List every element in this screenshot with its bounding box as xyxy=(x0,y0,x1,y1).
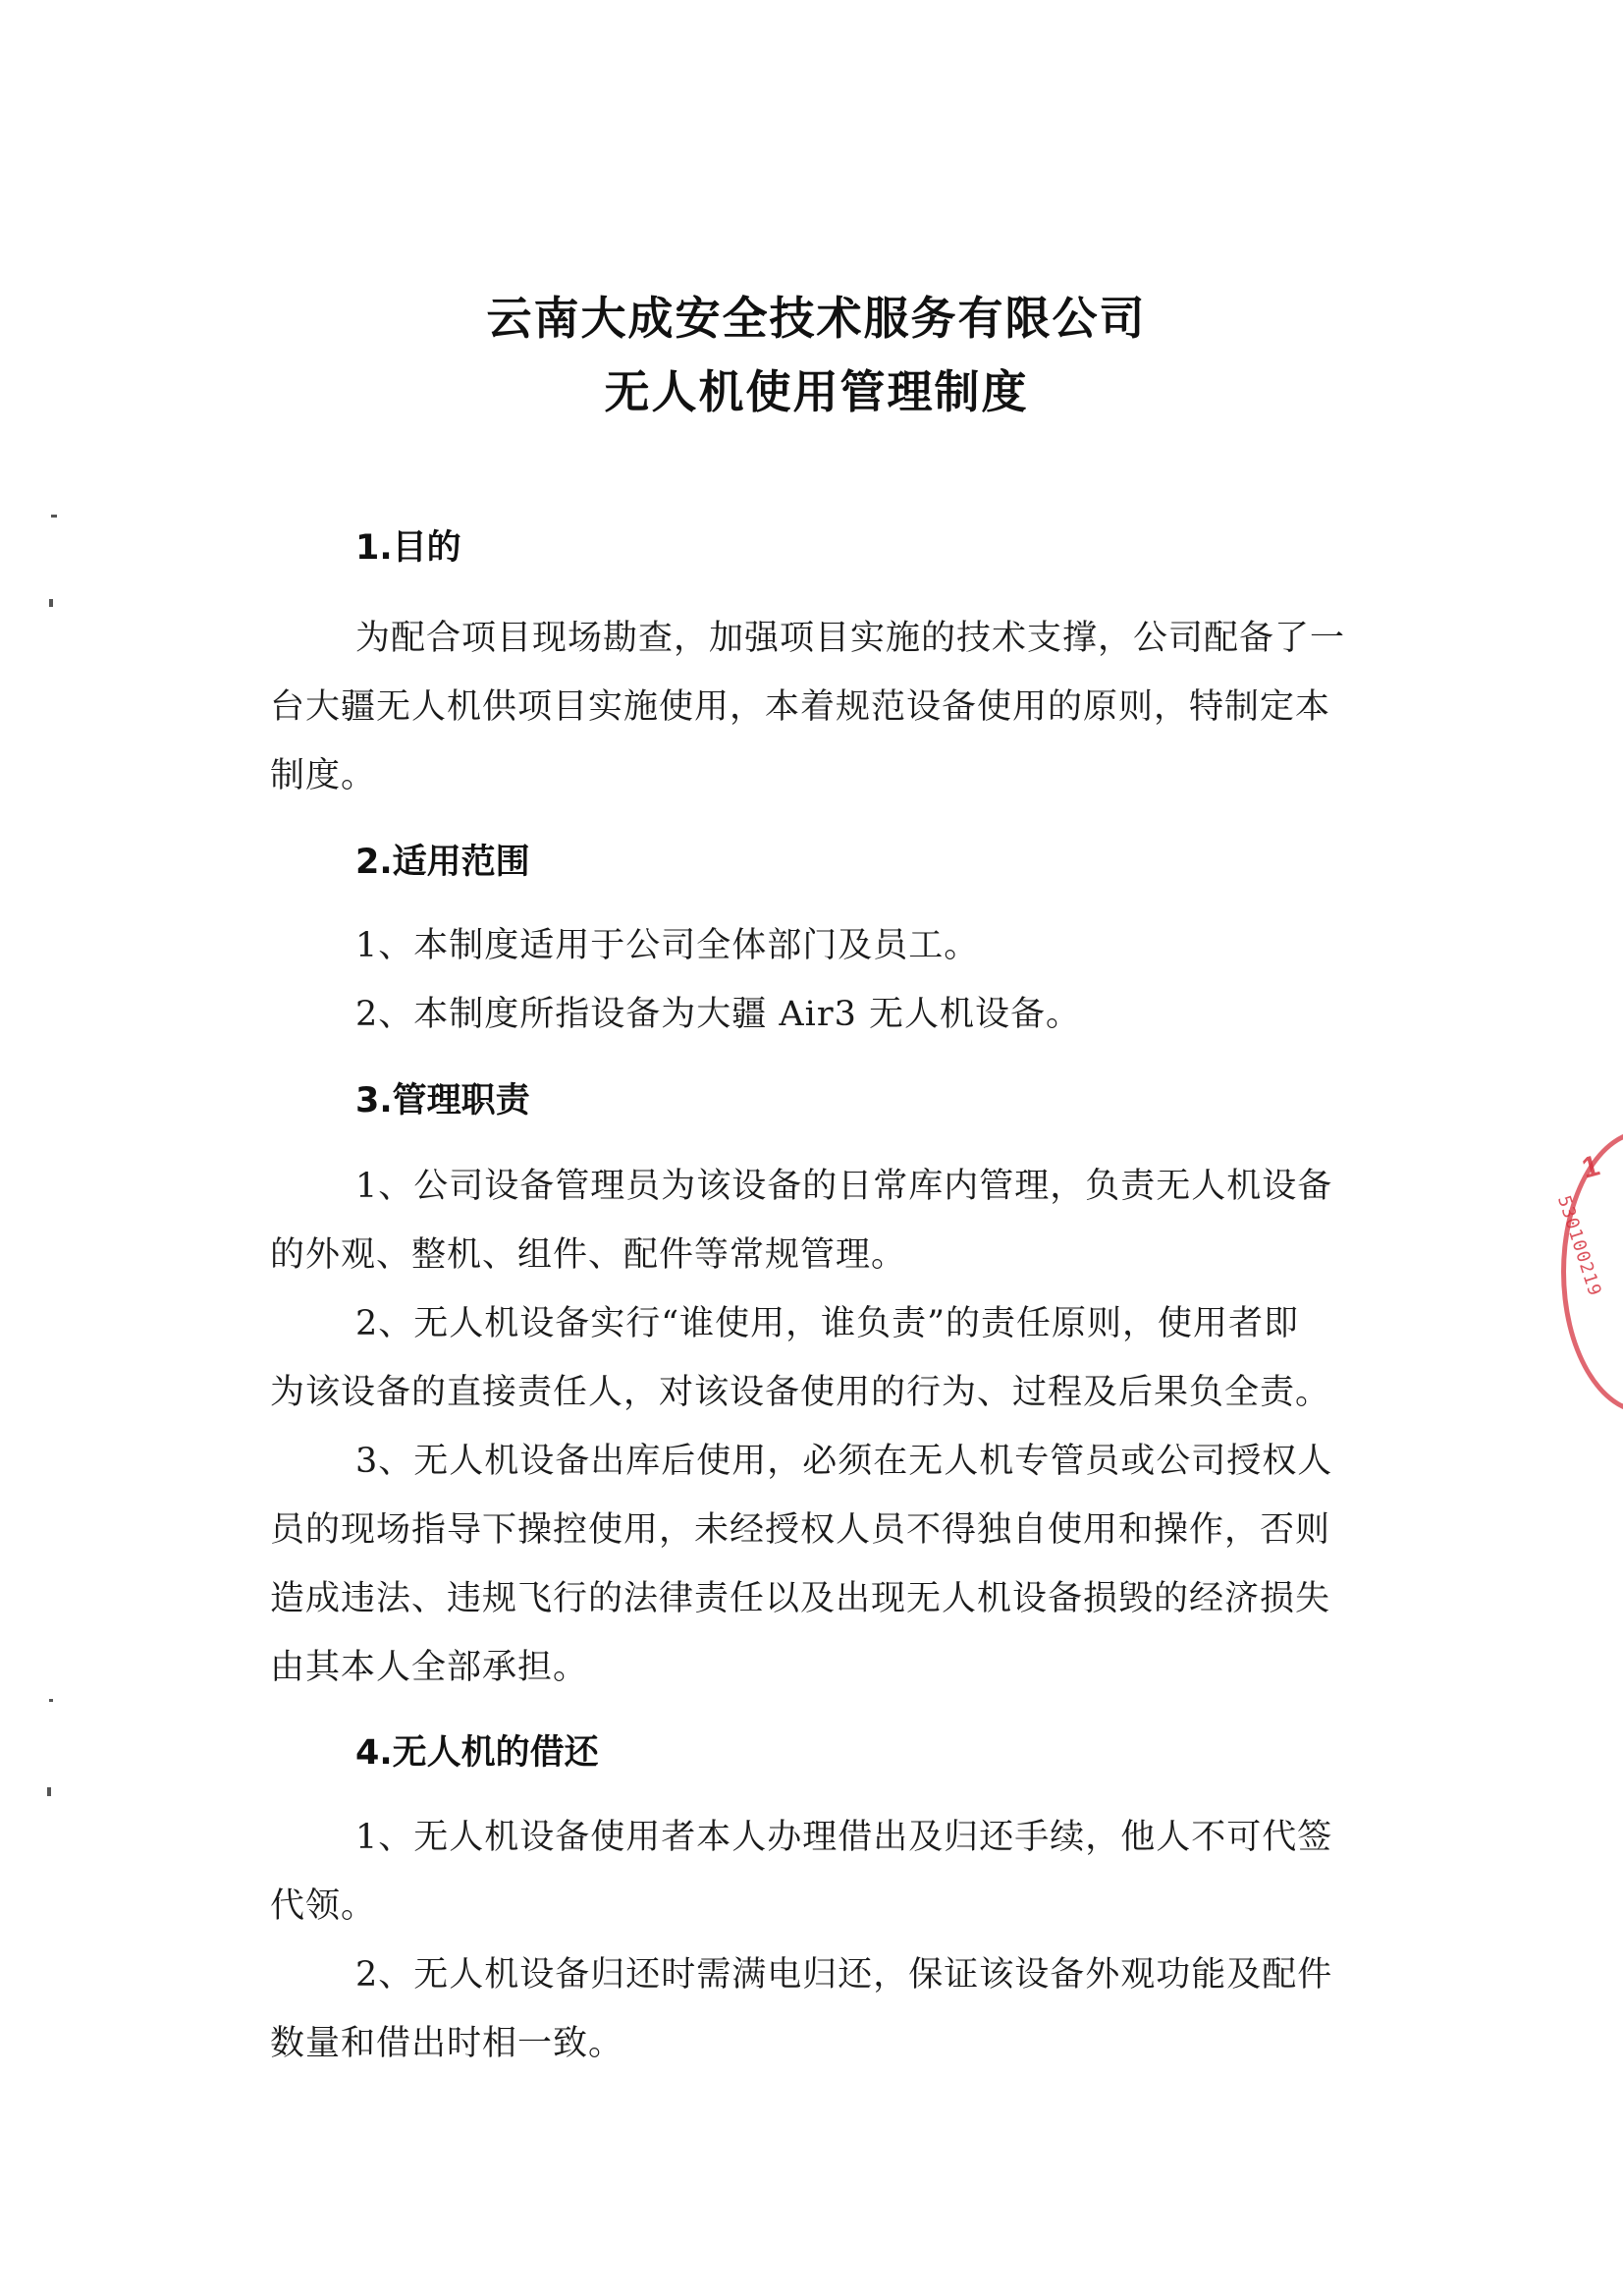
scan-speck xyxy=(51,515,57,518)
scan-speck xyxy=(49,599,53,607)
paragraph-line: 为该设备的直接责任人，对该设备使用的行为、过程及后果负全责。 xyxy=(270,1373,1331,1412)
section-heading-purpose: 1.目的 xyxy=(355,528,461,568)
paragraph-line: 数量和借出时相一致。 xyxy=(270,2024,624,2063)
paragraph-line: 3、无人机设备出库后使用，必须在无人机专管员或公司授权人 xyxy=(355,1442,1333,1481)
section-heading-responsibilities: 3.管理职责 xyxy=(355,1081,530,1121)
section-heading-scope: 2.适用范围 xyxy=(355,843,530,882)
paragraph-line: 1、公司设备管理员为该设备的日常库内管理，负责无人机设备 xyxy=(355,1167,1333,1206)
paragraph-line: 员的现场指导下操控使用，未经授权人员不得独自使用和操作，否则 xyxy=(270,1510,1331,1550)
seal-number: 530100219 xyxy=(1553,1193,1605,1299)
paragraph-line: 代领。 xyxy=(270,1886,377,1926)
scan-speck xyxy=(47,1787,51,1796)
document-title-company: 云南大成安全技术服务有限公司 xyxy=(486,292,1147,345)
paragraph-line: 2、本制度所指设备为大疆 Air3 无人机设备。 xyxy=(355,995,1081,1034)
document-title-policy: 无人机使用管理制度 xyxy=(604,365,1029,418)
paragraph-line: 1、本制度适用于公司全体部门及员工。 xyxy=(355,926,980,965)
paragraph-line: 的外观、整机、组件、配件等常规管理。 xyxy=(270,1235,907,1275)
paragraph-line: 制度。 xyxy=(270,756,377,795)
paragraph-line: 台大疆无人机供项目实施使用，本着规范设备使用的原则，特制定本 xyxy=(270,687,1331,727)
seal-mark: 1 xyxy=(1578,1149,1603,1185)
paragraph-line: 由其本人全部承担。 xyxy=(270,1648,589,1687)
paragraph-line: 2、无人机设备归还时需满电归还，保证该设备外观功能及配件 xyxy=(355,1955,1333,1995)
paragraph-line: 2、无人机设备实行“谁使用，谁负责”的责任原则，使用者即 xyxy=(355,1304,1300,1343)
paragraph-line: 造成违法、违规飞行的法律责任以及出现无人机设备损毁的经济损失 xyxy=(270,1579,1331,1618)
paragraph-line: 为配合项目现场勘查，加强项目实施的技术支撑，公司配备了一 xyxy=(355,619,1346,658)
scan-speck xyxy=(49,1699,53,1702)
paragraph-line: 1、无人机设备使用者本人办理借出及归还手续，他人不可代签 xyxy=(355,1818,1333,1857)
section-heading-borrow-return: 4.无人机的借还 xyxy=(355,1733,599,1773)
